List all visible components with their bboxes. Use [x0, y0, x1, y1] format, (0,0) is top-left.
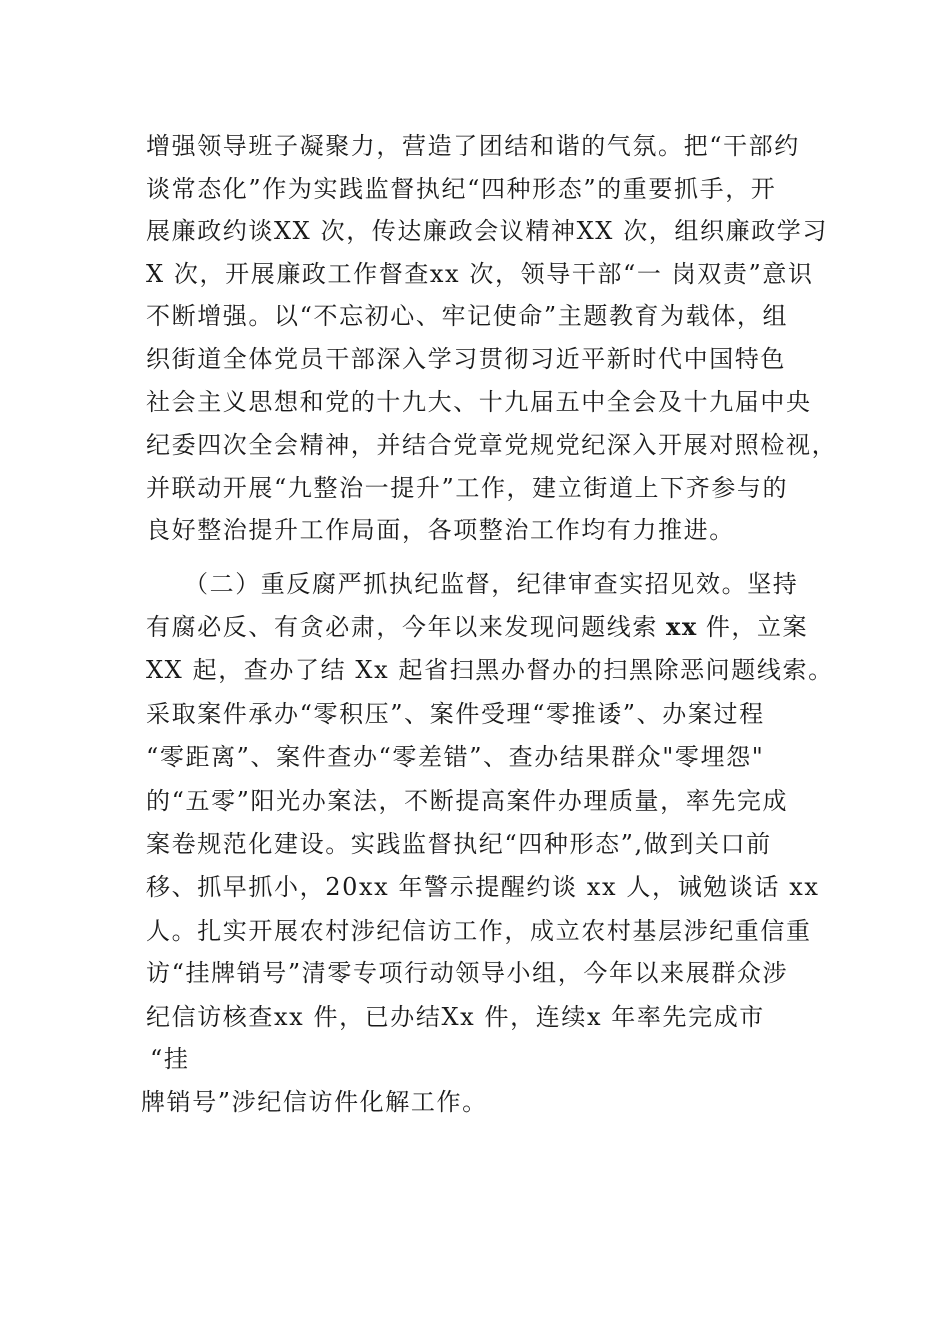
paragraph-line: 良好整治提升工作局面，各项整治工作均有力推进。: [146, 516, 735, 544]
paragraph-line: X 次，开展廉政工作督查xx 次，领导干部“一 岗双责”意识: [146, 260, 814, 288]
paragraph-line: 案卷规范化建设。实践监督执纪“四种形态”,做到关口前: [146, 830, 772, 858]
paragraph-line: “挂: [150, 1045, 190, 1073]
section-heading-line: （二）重反腐严抓执纪监督，纪律审查实招见效。坚持: [184, 570, 799, 598]
paragraph-line: 访“挂牌销号”清零专项行动领导小组，今年以来展群众涉: [146, 959, 789, 987]
paragraph-line: 不断增强。以“不忘初心、牢记使命”主题教育为载体，组: [146, 302, 789, 330]
paragraph-line: 谈常态化”作为实践监督执纪“四种形态”的重要抓手，开: [146, 175, 777, 203]
paragraph-line: 移、抓早抓小，20xx 年警示提醒约谈 xx 人，诫勉谈话 xx: [146, 873, 820, 901]
line-text: 件，立案: [705, 613, 809, 641]
line-text: 有腐必反、有贪必肃，今年以来发现问题线索: [146, 613, 658, 641]
paragraph-line: 纪委四次全会精神，并结合党章党规党纪深入开展对照检视，: [146, 431, 838, 459]
paragraph-line: 增强领导班子凝聚力，营造了团结和谐的气氛。把“干部约: [146, 132, 800, 160]
paragraph-line: 社会主义思想和党的十九大、十九届五中全会及十九届中央: [146, 388, 812, 416]
paragraph-line: 采取案件承办“零积压”、案件受理“零推诿”、办案过程: [146, 700, 765, 728]
paragraph-line: 织街道全体党员干部深入学习贯彻习近平新时代中国特色: [146, 345, 786, 373]
paragraph-line: XX 起，查办了结 Xx 起省扫黑办督办的扫黑除恶问题线索。: [146, 656, 834, 684]
bold-count: xx: [666, 612, 698, 641]
paragraph-line: “零距离”、案件查办“零差错”、查办结果群众"零埋怨": [146, 743, 765, 771]
paragraph-line: 并联动开展“九整治一提升”工作，建立街道上下齐参与的: [146, 474, 789, 502]
paragraph-line: [146, 612, 808, 642]
paragraph-line: 纪信访核查xx 件，已办结Xx 件，连续x 年率先完成市: [146, 1003, 765, 1031]
paragraph-line: 展廉政约谈XX 次，传达廉政会议精神XX 次，组织廉政学习: [146, 217, 828, 245]
paragraph-line: 的“五零”阳光办案法，不断提高案件办理质量，率先完成: [146, 787, 789, 815]
paragraph-line: 牌销号”涉纪信访件化解工作。: [141, 1088, 488, 1116]
paragraph-line: 人。扎实开展农村涉纪信访工作，成立农村基层涉纪重信重: [146, 917, 812, 945]
